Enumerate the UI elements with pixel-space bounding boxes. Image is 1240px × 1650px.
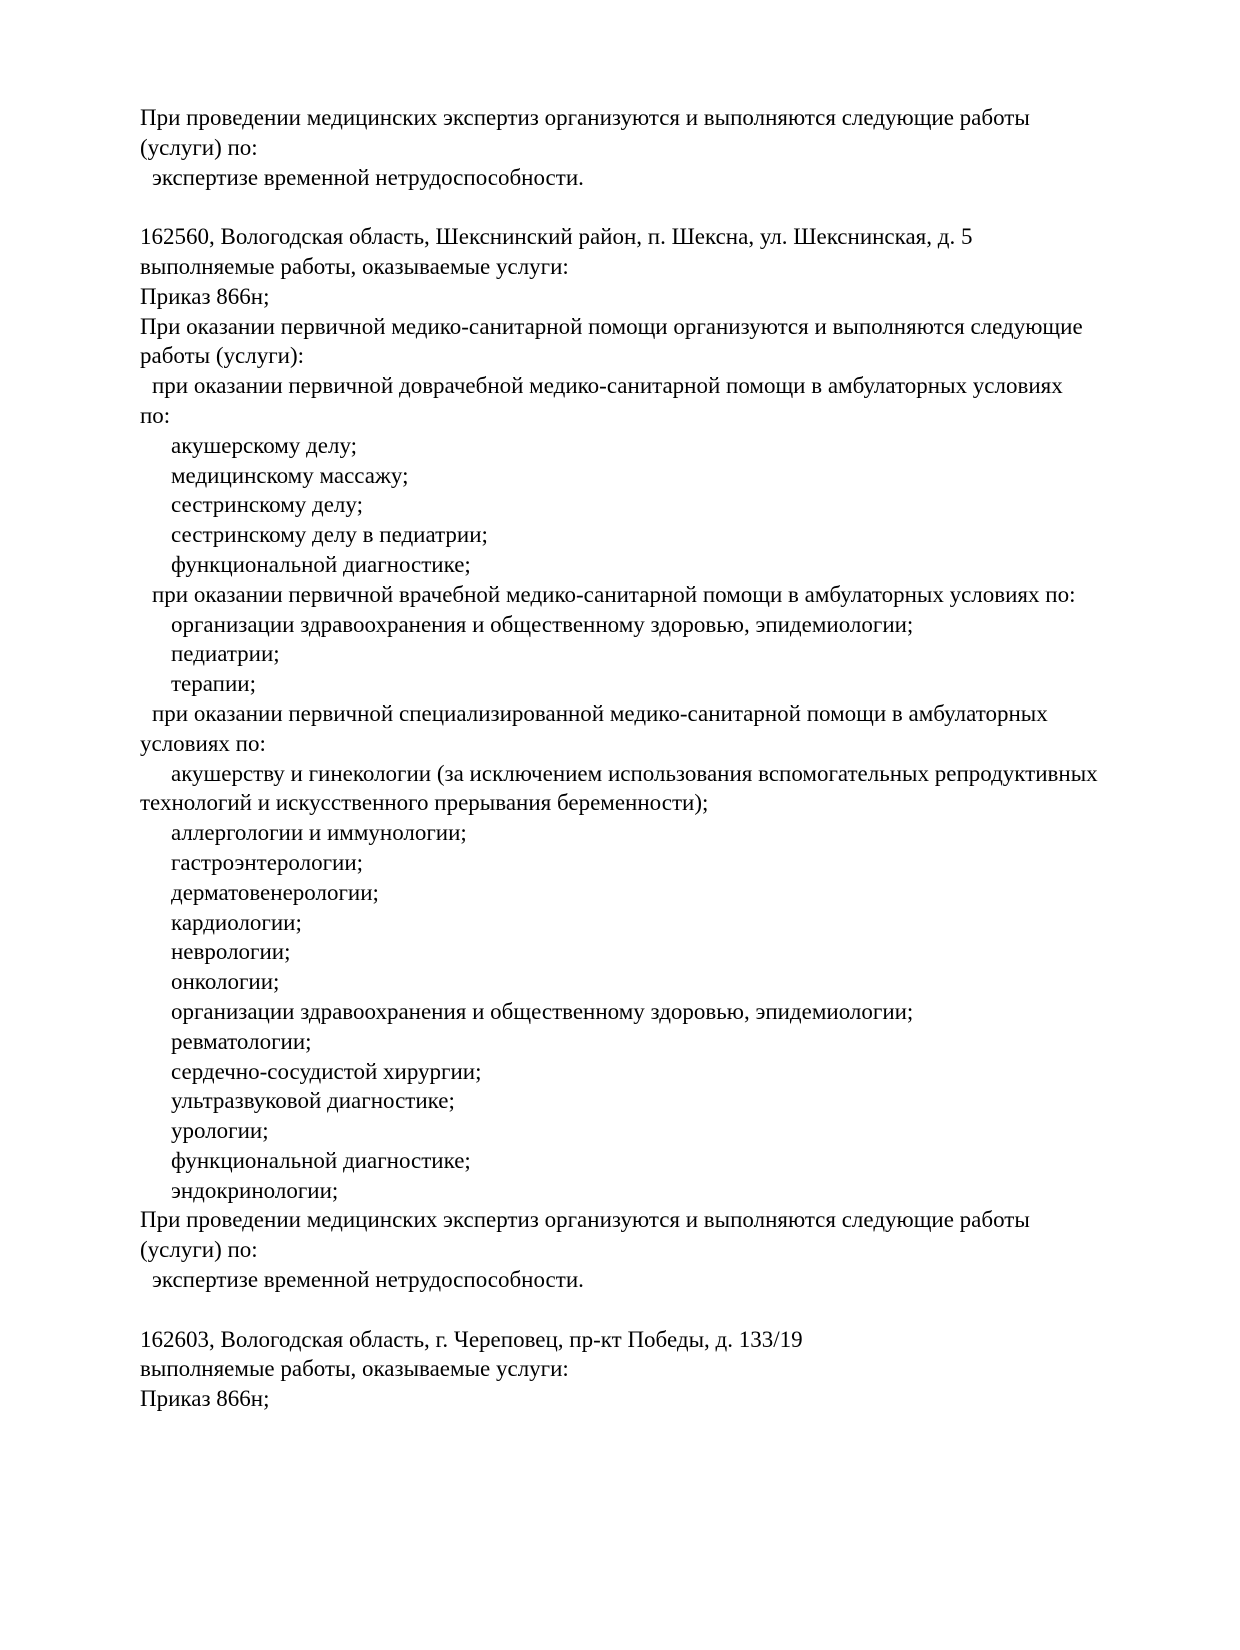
text-line: медицинскому массажу; — [171, 462, 409, 488]
text-line: сердечно-сосудистой хирургии; — [171, 1058, 482, 1084]
text-line: акушерству и гинекологии (за исключением использования вспомогательных репродуктивных — [171, 760, 1098, 786]
text-line: 162603, Вологодская область, г. Череповец, пр-кт Победы, д. 133/19 — [140, 1326, 803, 1352]
text-line: Приказ 866н; — [140, 283, 270, 309]
text-line: организации здравоохранения и общественному здоровью, эпидемиологии; — [171, 998, 914, 1024]
text-line: (услуги) по: — [140, 134, 258, 160]
text-line: Приказ 866н; — [140, 1386, 270, 1412]
text-line: организации здравоохранения и общественному здоровью, эпидемиологии; — [171, 611, 914, 637]
text-line: 162560, Вологодская область, Шекснинский район, п. Шексна, ул. Шекснинская, д. 5 — [140, 224, 973, 250]
text-line: дерматовенерологии; — [171, 879, 379, 905]
text-line: условиях по: — [140, 730, 266, 756]
text-line: при оказании первичной доврачебной медико-санитарной помощи в амбулаторных условиях — [152, 373, 1063, 399]
text-line: При оказании первичной медико-санитарной помощи организуются и выполняются следующие — [140, 313, 1083, 339]
text-line: При проведении медицинских экспертиз организуются и выполняются следующие работы — [140, 1207, 1030, 1233]
text-line — [140, 1295, 1210, 1325]
text-line: сестринскому делу; — [171, 492, 363, 518]
text-line: при оказании первичной врачебной медико-санитарной помощи в амбулаторных условиях по: — [152, 581, 1076, 607]
text-line: экспертизе временной нетрудоспособности. — [152, 164, 584, 190]
text-line: выполняемые работы, оказываемые услуги: — [140, 253, 569, 279]
text-line: ревматологии; — [171, 1028, 312, 1054]
text-line: урологии; — [171, 1118, 269, 1144]
text-line: онкологии; — [171, 969, 280, 995]
text-line: технологий и искусственного прерывания беременности); — [140, 790, 709, 816]
text-line: выполняемые работы, оказываемые услуги: — [140, 1356, 569, 1382]
text-line: терапии; — [171, 671, 256, 697]
text-line: сестринскому делу в педиатрии; — [171, 522, 488, 548]
text-line: экспертизе временной нетрудоспособности. — [152, 1267, 584, 1293]
text-line: работы (услуги): — [140, 343, 304, 369]
text-line: при оказании первичной специализированной медико-санитарной помощи в амбулаторных — [152, 700, 1048, 726]
text-line: неврологии; — [171, 939, 291, 965]
text-line: кардиологии; — [171, 909, 302, 935]
text-line: функциональной диагностике; — [171, 551, 471, 577]
text-line: ультразвуковой диагностике; — [171, 1088, 455, 1114]
text-line — [140, 192, 1210, 222]
text-line: аллергологии и иммунологии; — [171, 820, 467, 846]
text-line: гастроэнтерологии; — [171, 849, 364, 875]
text-line: эндокринологии; — [171, 1177, 339, 1203]
text-line: акушерскому делу; — [171, 432, 358, 458]
text-line: При проведении медицинских экспертиз организуются и выполняются следующие работы — [140, 105, 1030, 130]
text-line: педиатрии; — [171, 641, 280, 667]
text-line: функциональной диагностике; — [171, 1147, 471, 1173]
text-line: (услуги) по: — [140, 1237, 258, 1263]
text-line: по: — [140, 402, 171, 428]
